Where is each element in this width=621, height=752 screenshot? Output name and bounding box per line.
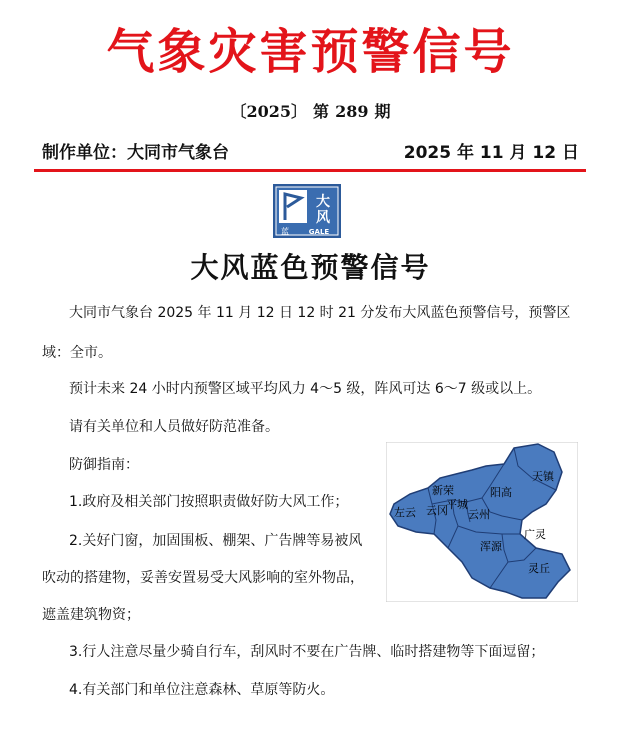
forecast-text: 预计未来 24 小时内预警区域平均风力 4～5 级，阵风可达 6～7 级或以上。 [69,381,542,397]
map-label-lingqiu: 灵丘 [528,562,550,575]
map-label-yunzhou: 云州 [468,508,490,521]
announce-line-2: 域：全市。 [42,345,112,361]
issuer-name: 大同市气象台 [127,143,229,163]
prepare-text: 请有关单位和人员做好防范准备。 [69,419,279,435]
map-label-yungang: 云冈 [426,504,448,517]
issuer-label: 制作单位： [42,143,127,163]
issue-number [0,100,621,124]
announce-line-1: 大同市气象台 2025 年 11 月 12 日 12 时 21 分发布大风蓝色预警信号，预警区 [69,305,571,321]
signal-title: 大风蓝色预警信号 [190,251,431,284]
header-divider [34,169,586,172]
issuer [42,140,229,166]
icon-char-feng: 风 [316,210,330,226]
map-label-guangling: 广灵 [524,528,546,541]
guide-item-4: 4.有关部门和单位注意森林、草原等防火。 [69,682,335,698]
warning-area-map [386,442,578,602]
icon-char-da: 大 [316,194,330,210]
meta-row [42,140,579,166]
icon-code: GALE [308,228,330,236]
issue-qi: 期 [374,102,391,121]
guide-item-1: 1.政府及相关部门按照职责做好防大风工作； [69,494,349,510]
issue-date: 2025 年 11 月 12 日 [403,143,579,163]
map-label-pingcheng: 平城 [446,498,468,511]
guide-item-2-line-1: 2.关好门窗，加固围板、棚架、广告牌等易被风 [69,533,363,549]
icon-char-lan: 蓝 [281,227,289,236]
map-label-zuoyun: 左云 [394,506,416,519]
map-label-hunyuan: 浑源 [480,540,502,553]
map-label-xinrong: 新荣 [432,484,454,497]
document-title: 气象灾害预警信号 [106,24,515,80]
guide-heading: 防御指南： [69,457,139,473]
guide-item-2-line-2: 吹动的搭建物，妥善安置易受大风影响的室外物品， [42,570,364,586]
issue-num: 289 [335,102,369,121]
map-label-tianzhen: 天镇 [532,470,554,483]
guide-item-3: 3.行人注意尽量少骑自行车，刮风时不要在广告牌、临时搭建物等下面逗留； [69,644,545,660]
map-label-yanggao: 阳高 [490,486,512,499]
issue-year: 〔2025〕 [230,102,308,121]
issue-di: 第 [313,102,330,121]
gale-blue-signal-icon [273,184,341,238]
guide-item-2-line-3: 遮盖建筑物资； [42,607,140,623]
